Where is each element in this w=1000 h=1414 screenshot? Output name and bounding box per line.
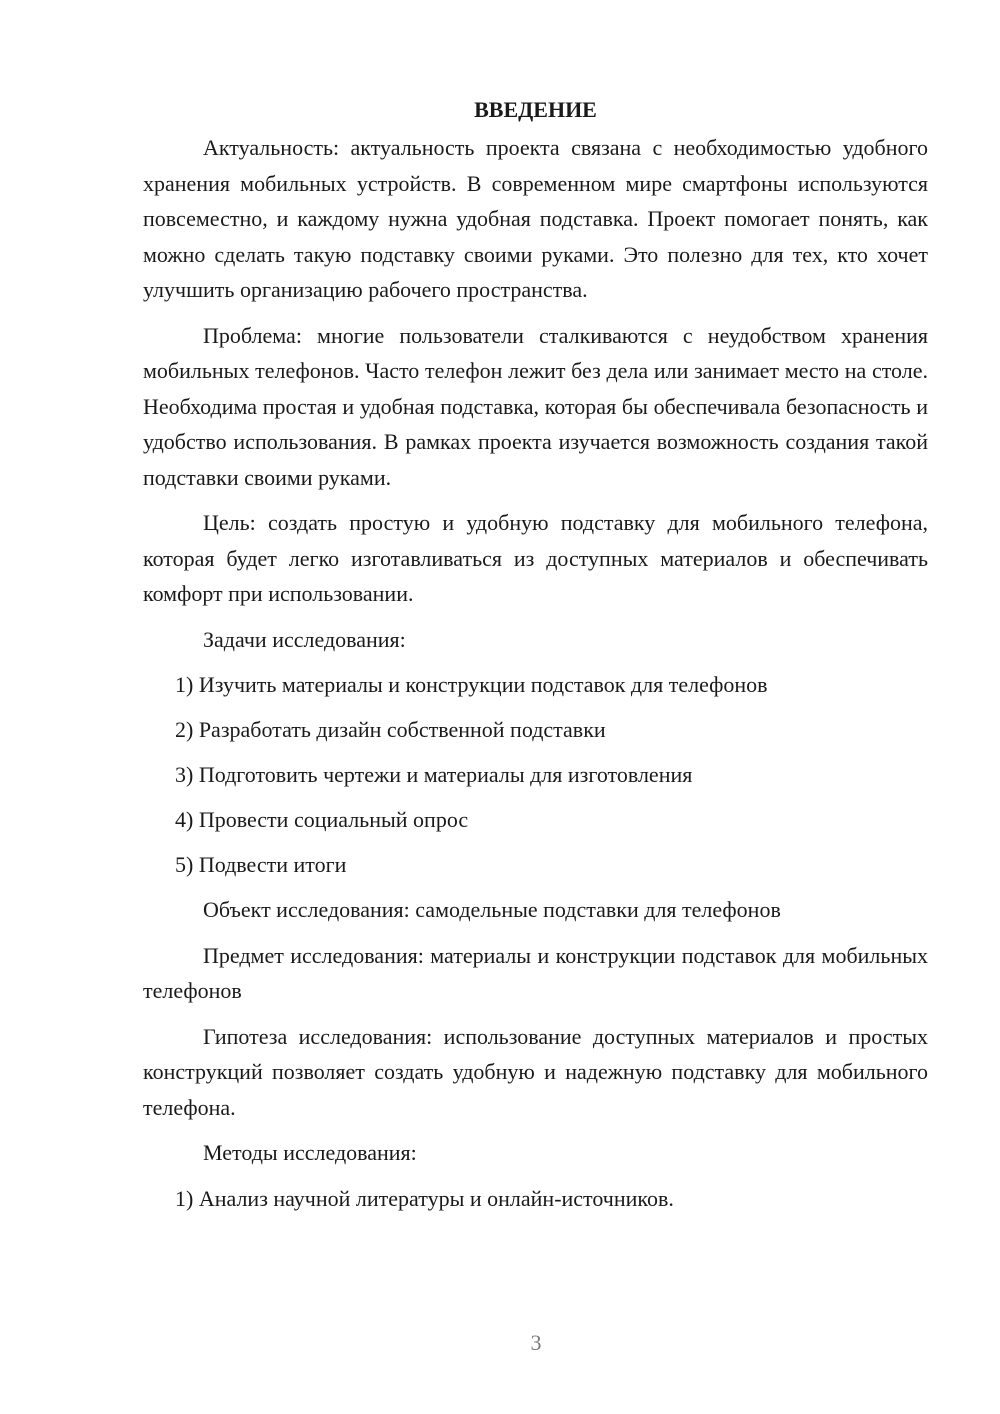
page-title: ВВЕДЕНИЕ [474, 97, 597, 122]
task-item-2: 2) Разработать дизайн собственной подставки [175, 717, 606, 742]
task-item-1: 1) Изучить материалы и конструкции подставок для телефонов [175, 672, 768, 697]
task-item-3: 3) Подготовить чертежи и материалы для изготовления [175, 762, 693, 787]
object-paragraph: Объект исследования: самодельные подставки для телефонов [203, 897, 781, 922]
hypothesis-paragraph: Гипотеза исследования: использование доступных материалов и простых конструкций позволяет создать удобную и надежную подставку для мобильного телефона. [143, 1023, 928, 1120]
page-number: 3 [530, 1330, 542, 1355]
relevance-paragraph: Актуальность: актуальность проекта связана с необходимостью удобного хранения мобильных устройств. В современном мире смартфоны используются повсеместно, и каждому нужна удобная подставка. Проект помогает понять, как можно сделать такую подставку своими руками. Это полезно для тех, кто хочет улучшить организацию рабочего пространства. [143, 135, 928, 302]
goal-paragraph: Цель: создать простую и удобную подставку для мобильного телефона, которая будет легко изготавливаться из доступных материалов и обеспечивать комфорт при использовании. [143, 510, 928, 606]
tasks-label: Задачи исследования: [203, 626, 406, 652]
task-item-4: 4) Провести социальный опрос [175, 807, 469, 832]
method-item-1: 1) Анализ научной литературы и онлайн-источников. [175, 1185, 674, 1211]
methods-label: Методы исследования: [203, 1140, 417, 1165]
document-page [143, 92, 928, 1226]
task-item-5: 5) Подвести итоги [175, 852, 347, 877]
problem-paragraph: Проблема: многие пользователи сталкиваются с неудобством хранения мобильных телефонов. Часто телефон лежит без дела или занимает место на столе. Необходима простая и удобная подставка, которая бы обеспечивала безопасность и удобство использования. В рамках проекта изучается возможность создания такой подставки своими руками. [143, 322, 928, 490]
subject-paragraph: Предмет исследования: материалы и конструкции подставок для мобильных телефонов [143, 942, 928, 1003]
